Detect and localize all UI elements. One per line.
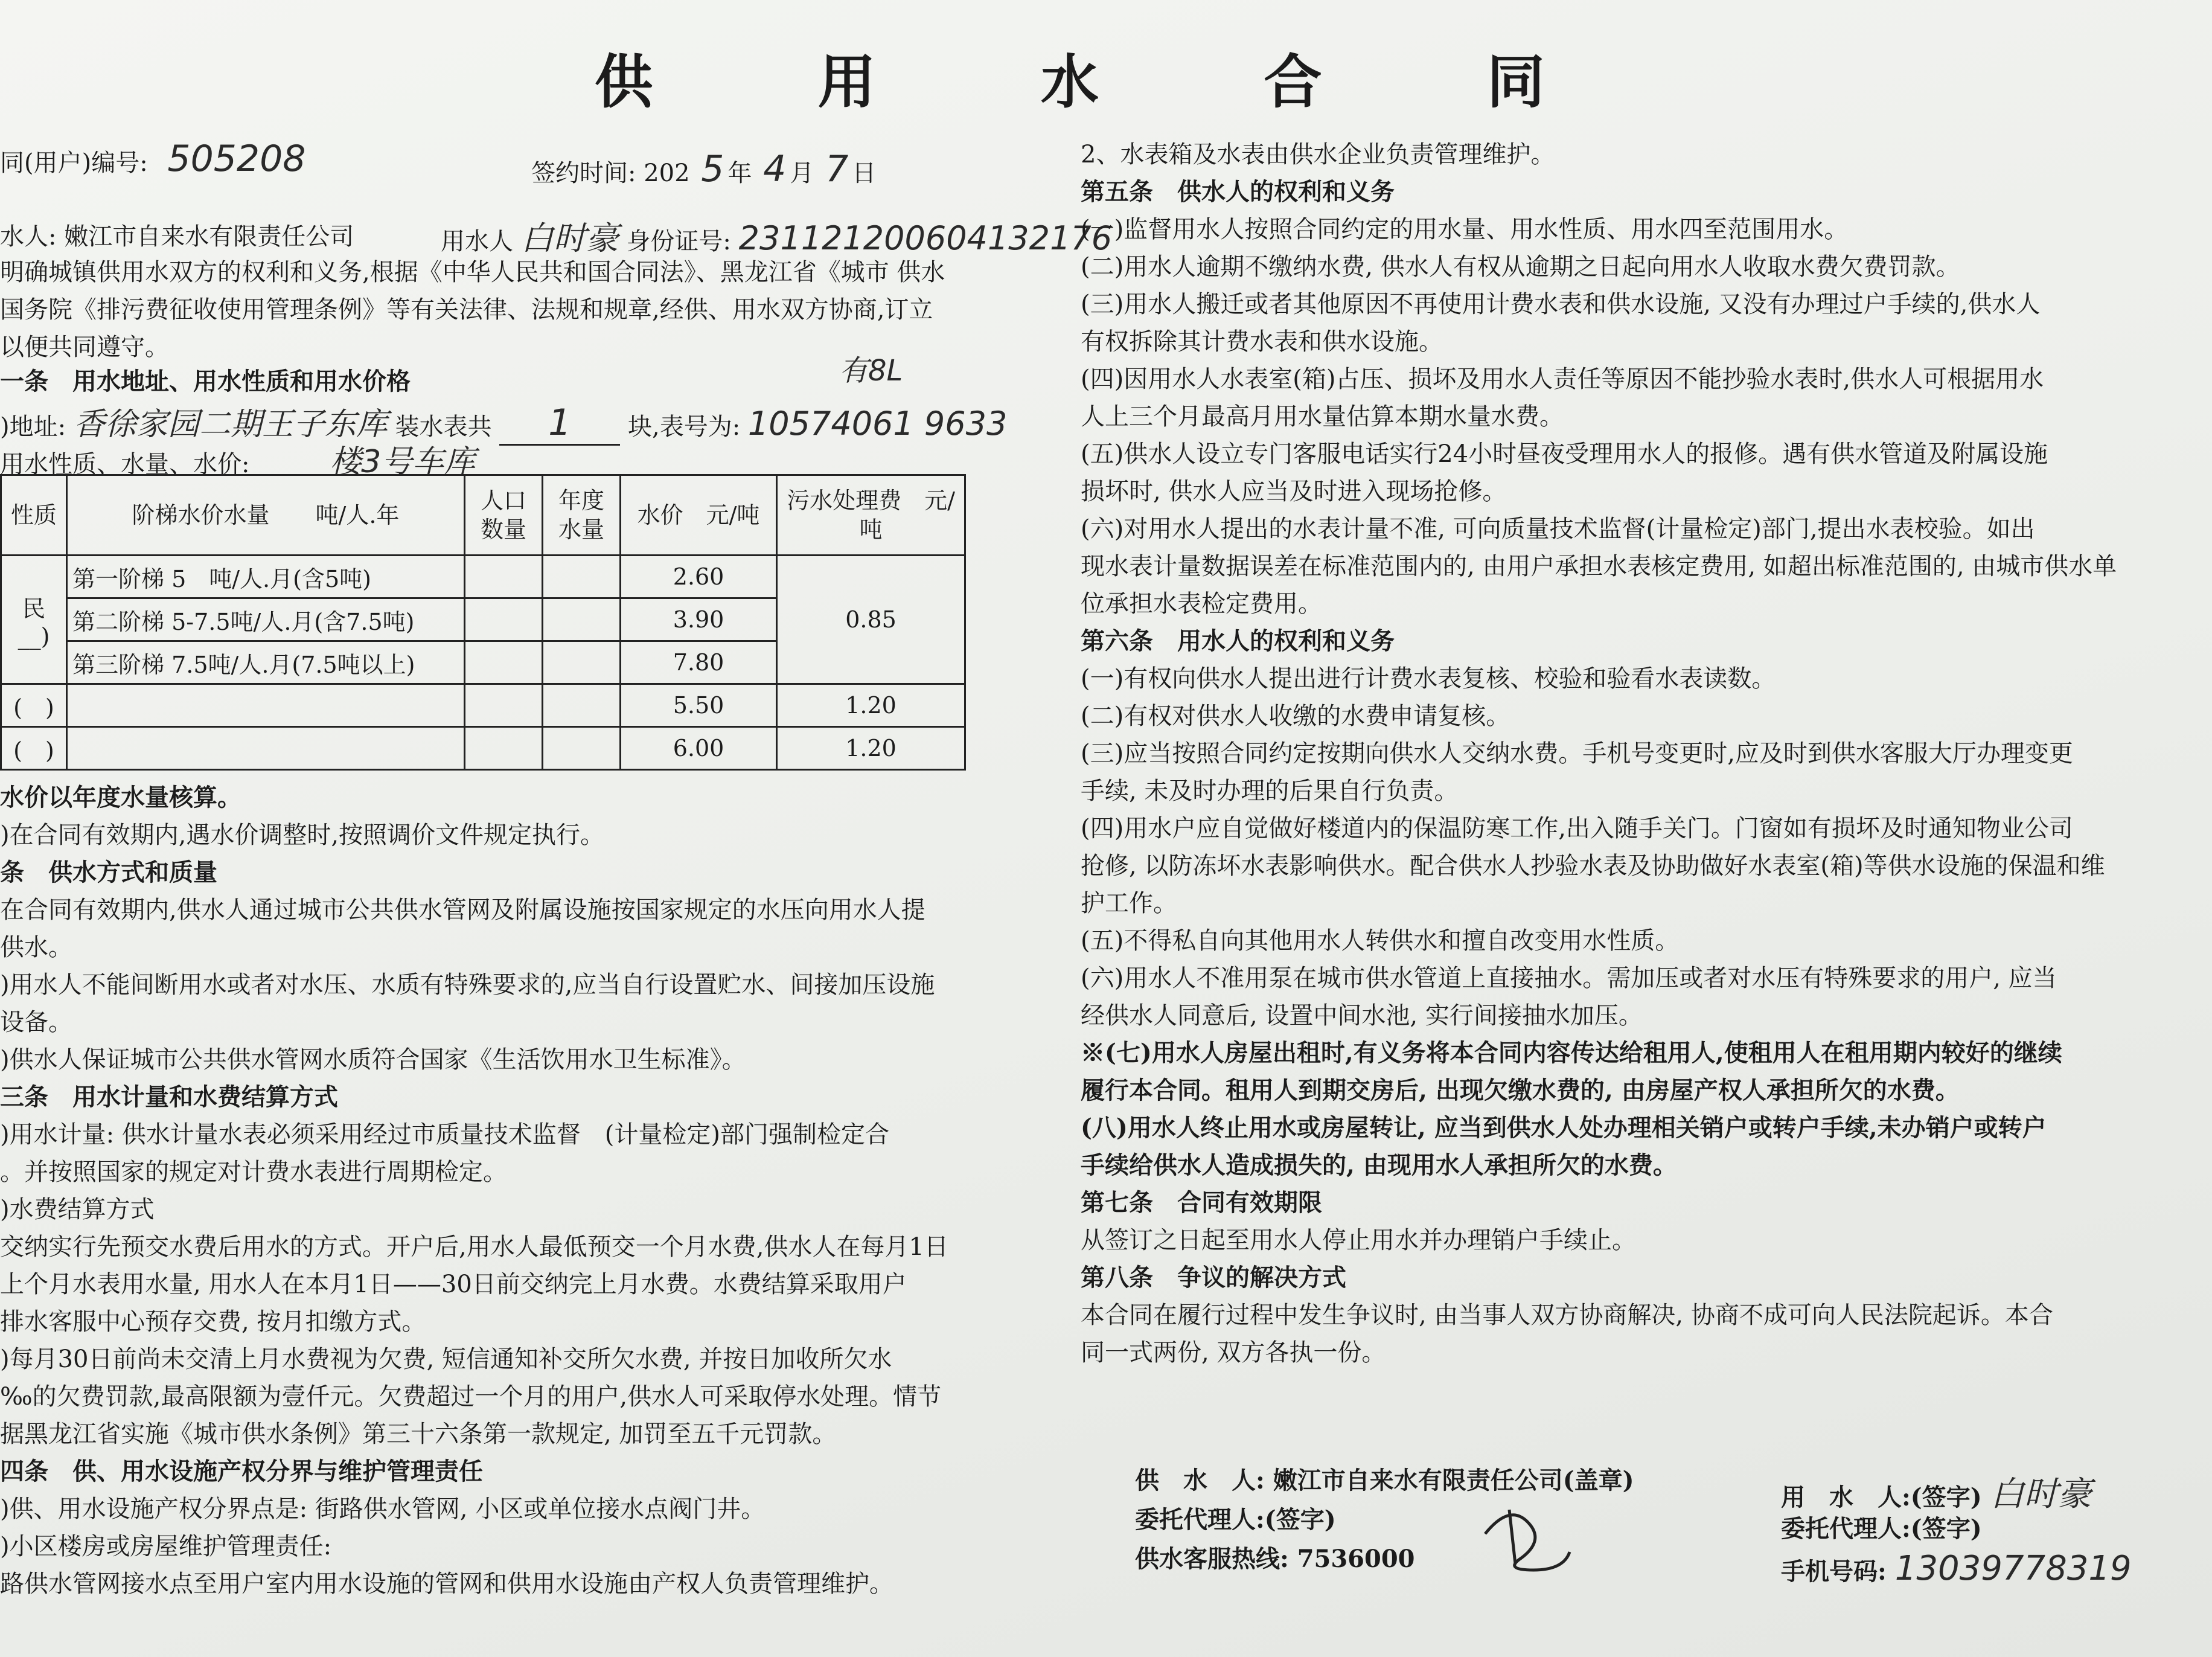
body-line: 设备。 — [0, 1008, 72, 1036]
body-line: 供水。 — [0, 934, 72, 961]
contract-no-label: 同(用户)编号: — [0, 149, 148, 177]
intro-line: 明确城镇供用水双方的权利和义务,根据《中华人民共和国合同法》、黑龙江省《城市 供水 — [0, 258, 945, 286]
intro-line: 以便共同遵守。 — [0, 333, 169, 361]
nature-cell: ( ) — [1, 684, 67, 727]
article8-heading: 第八条 争议的解决方式 — [1081, 1263, 1346, 1292]
address-label: )地址: — [0, 413, 66, 441]
tier-cell — [67, 684, 465, 727]
price-cell: 3.90 — [621, 598, 777, 641]
body-line: 护工作。 — [1081, 889, 1177, 917]
tier-cell: 第三阶梯 7.5吨/人.月(7.5吨以上) — [67, 641, 465, 684]
table-header-row — [1, 475, 965, 556]
body-line: 有权拆除其计费水表和供水设施。 — [1081, 328, 1443, 356]
population-cell — [465, 727, 543, 770]
body-line: 现水表计量数据误差在标准范围内的, 由用户承担水表核定费用, 如超出标准范围的, 由城市供水单 — [1081, 553, 2117, 580]
id-label: 身份证号: — [626, 228, 731, 255]
body-line: (六)对用水人提出的水表计量不准, 可向质量技术监督(计量检定)部门,提出水表校验。如出 — [1081, 515, 2035, 543]
body-line: 人上三个月最高月用水量估算本期水量水费。 — [1081, 403, 1564, 431]
header-tier: 阶梯水价水量 吨/人.年 — [67, 475, 465, 556]
intro-line: 国务院《排污费征收使用管理条例》等有关法律、法规和规章,经供、用水双方协商,订立 — [0, 296, 933, 324]
body-line: 手续, 未及时办理的后果自行负责。 — [1081, 777, 1459, 805]
tier-cell: 第二阶梯 5-7.5吨/人.月(含7.5吨) — [67, 598, 465, 641]
body-line: 本合同在履行过程中发生争议时, 由当事人双方协商解决, 协商不成可向人民法院起诉。本合 — [1081, 1301, 2053, 1329]
population-cell — [465, 556, 543, 598]
sewage-cell: 1.20 — [777, 684, 965, 727]
annual-cell — [543, 598, 621, 641]
annual-cell — [543, 641, 621, 684]
annual-cell — [543, 556, 621, 598]
phone-number: 13039778319 — [1894, 1549, 2132, 1588]
user-label: 用水人 — [441, 228, 513, 255]
supplier-line: 水人: 嫩江市自来水有限责任公司 — [0, 223, 354, 251]
phone-line — [1781, 1549, 2132, 1588]
sign-day: 7 — [825, 148, 849, 190]
body-line: (四)因用水人水表室(箱)占压、损坏及用水人责任等原因不能抄验水表时,供水人可根据用水 — [1081, 365, 2044, 393]
annual-cell — [543, 727, 621, 770]
year-char: 年 — [727, 159, 752, 187]
body-line: 损坏时, 供水人应当及时进入现场抢修。 — [1081, 478, 1507, 505]
meter-number: 10574061 9633 — [747, 405, 1008, 443]
body-line: (一)有权向供水人提出进行计费水表复核、校验和验看水表读数。 — [1081, 665, 1776, 693]
sign-time-row — [531, 148, 876, 190]
sign-month: 4 — [763, 148, 787, 190]
body-line: )在合同有效期内,遇水价调整时,按照调价文件规定执行。 — [0, 821, 605, 849]
body-line: (一)监督用水人按照合同约定的用水量、用水性质、用水四至范围用水。 — [1081, 216, 1849, 243]
body-line: 。并按照国家的规定对计费水表进行周期检定。 — [0, 1158, 507, 1186]
body-line: 履行本合同。租用人到期交房后, 出现欠缴水费的, 由房屋产权人承担所欠的水费。 — [1081, 1076, 1960, 1104]
meters-count: 1 — [499, 402, 620, 446]
body-line: 手续给供水人造成损失的, 由现用水人承担所欠的水费。 — [1081, 1151, 1677, 1179]
price-cell: 6.00 — [621, 727, 777, 770]
user-agent-line: 委托代理人:(签字) — [1781, 1514, 1982, 1543]
agent-signature-scribble — [1473, 1498, 1582, 1582]
user-signature-label: 用 水 人:(签字) — [1781, 1483, 1982, 1511]
right-body — [1081, 136, 2204, 1371]
body-line: 同一式两份, 双方各执一份。 — [1081, 1339, 1386, 1367]
article1-heading: 一条 用水地址、用水性质和用水价格 — [0, 367, 411, 396]
hotline-line: 供水客服热线: 7536000 — [1135, 1545, 1415, 1573]
body-line: 经供水人同意后, 设置中间水池, 实行间接抽水加压。 — [1081, 1002, 1643, 1030]
body-line: )用水计量: 供水计量水表必须采用经过市质量技术监督 (计量检定)部门强制检定合 — [0, 1121, 890, 1149]
body-line: (二)用水人逾期不缴纳水费, 供水人有权从逾期之日起向用水人收取水费欠费罚款。 — [1081, 253, 1960, 281]
price-table — [0, 474, 966, 771]
body-line: 水价以年度水量核算。 — [0, 783, 241, 812]
category-label: 民 — [22, 595, 45, 622]
sewage-cell: 0.85 — [777, 556, 965, 684]
sign-time-label: 签约时间: 202 — [531, 159, 690, 187]
month-char: 月 — [790, 159, 814, 187]
body-line: )用水人不能间断用水或者对水压、水质有特殊要求的,应当自行设置贮水、间接加压设施 — [0, 971, 935, 999]
population-cell — [465, 598, 543, 641]
header-price: 水价 元/吨 — [621, 475, 777, 556]
body-line: 从签订之日起至用水人停止用水并办理销户手续止。 — [1081, 1226, 1636, 1254]
body-line: (五)供水人设立专门客服电话实行24小时昼夜受理用水人的报修。遇有供水管道及附属设施 — [1081, 440, 2048, 468]
body-line: 排水客服中心预存交费, 按月扣缴方式。 — [0, 1308, 426, 1336]
header-sewage: 污水处理费 元/吨 — [777, 475, 965, 556]
body-line: 在合同有效期内,供水人通过城市公共供水管网及附属设施按国家规定的水压向用水人提 — [0, 896, 925, 924]
body-line: 路供水管网接水点至用户室内用水设施的管网和供用水设施由产权人负责管理维护。 — [0, 1570, 893, 1598]
page-title: 供 用 水 合 同 — [595, 48, 1617, 116]
body-line: 据黑龙江省实施《城市供水条例》第三十六条第一款规定, 加罚至五千元罚款。 — [0, 1420, 837, 1448]
day-char: 日 — [852, 159, 877, 187]
user-row — [441, 213, 1112, 259]
body-line: (五)不得私自向其他用水人转供水和擅自改变用水性质。 — [1081, 927, 1680, 955]
sign-year: 5 — [701, 148, 724, 190]
contract-no-value: 505208 — [167, 138, 306, 180]
table-row — [1, 684, 965, 727]
population-cell — [465, 684, 543, 727]
article6-heading: 第六条 用水人的权利和义务 — [1081, 627, 1395, 655]
body-line: )小区楼房或房屋维护管理责任: — [0, 1533, 332, 1560]
meters-label: 装水表共 — [395, 413, 492, 441]
user-name: 白时豪 — [520, 219, 619, 257]
article2-heading: 条 供水方式和质量 — [0, 858, 217, 886]
table-row — [1, 727, 965, 770]
supplier-agent-line: 委托代理人:(签字) — [1135, 1505, 1336, 1534]
body-line: )供、用水设施产权分界点是: 街路供水管网, 小区或单位接水点阀门井。 — [0, 1495, 766, 1523]
price-cell: 7.80 — [621, 641, 777, 684]
body-line: ‰的欠费罚款,最高限额为壹仟元。欠费超过一个月的用户,供水人可采取停水处理。情节 — [0, 1383, 942, 1411]
annual-cell — [543, 684, 621, 727]
contract-no-row — [0, 138, 305, 180]
left-body — [0, 779, 978, 1603]
id-number: 231121200604132176 — [738, 219, 1113, 257]
article5-heading: 第五条 供水人的权利和义务 — [1081, 178, 1395, 206]
intro-lines — [0, 254, 945, 366]
body-line: (四)用水户应自觉做好楼道内的保温防寒工作,出入随手关门。门窗如有损坏及时通知物业公司 — [1081, 815, 2073, 842]
header-population: 人口数量 — [465, 475, 543, 556]
user-signature: 白时豪 — [1990, 1475, 2092, 1514]
body-line: (三)应当按照合同约定按期向供水人交纳水费。手机号变更时,应及时到供水客服大厅办理变更 — [1081, 740, 2073, 768]
article3-heading: 三条 用水计量和水费结算方式 — [0, 1083, 338, 1111]
body-line: 2、水表箱及水表由供水企业负责管理维护。 — [1081, 141, 1555, 168]
article4-heading: 四条 供、用水设施产权分界与维护管理责任 — [0, 1457, 483, 1486]
body-line: 抢修, 以防冻坏水表影响供水。配合供水人抄验水表及协助做好水表室(箱)等供水设施的保温和维 — [1081, 852, 2105, 880]
phone-label: 手机号码: — [1781, 1557, 1887, 1586]
body-line: )供水人保证城市公共供水管网水质符合国家《生活饮用水卫生标准》。 — [0, 1046, 746, 1074]
header-nature: 性质 — [1, 475, 67, 556]
table-row — [1, 556, 965, 598]
address-handwritten: 香徐家园二期王子东库 — [73, 406, 388, 443]
category-label-2: __) — [18, 623, 50, 650]
sewage-cell: 1.20 — [777, 727, 965, 770]
body-line: (六)用水人不准用泵在城市供水管道上直接抽水。需加压或者对水压有特殊要求的用户, 应当 — [1081, 964, 2057, 992]
address-handwritten-2: 楼3号车库 — [330, 444, 476, 480]
header-annual: 年度水量 — [543, 475, 621, 556]
body-line: )水费结算方式 — [0, 1196, 155, 1223]
body-line: (三)用水人搬迁或者其他原因不再使用计费水表和供水设施, 又没有办理过户手续的,供水人 — [1081, 290, 2041, 318]
body-line: 上个月水表用水量, 用水人在本月1日——30日前交纳完上月水费。水费结算采取用户 — [0, 1271, 907, 1298]
nature-cell: ( ) — [1, 727, 67, 770]
population-cell — [465, 641, 543, 684]
tier-cell — [67, 727, 465, 770]
price-cell: 5.50 — [621, 684, 777, 727]
category-resident — [1, 556, 67, 684]
body-line: )每月30日前尚未交清上月水费视为欠费, 短信通知补交所欠水费, 并按日加收所欠水 — [0, 1345, 892, 1373]
meter-note: 有8L — [839, 354, 903, 388]
tier-cell: 第一阶梯 5 吨/人.月(含5吨) — [67, 556, 465, 598]
body-line: (八)用水人终止用水或房屋转让, 应当到供水人处办理相关销户或转户手续,未办销户或转户 — [1081, 1114, 2047, 1142]
body-line: ※(七)用水人房屋出租时,有义务将本合同内容传达给租用人,使租用人在租用期内较好的继续 — [1081, 1039, 2062, 1067]
article7-heading: 第七条 合同有效期限 — [1081, 1188, 1322, 1217]
body-line: 交纳实行先预交水费后用水的方式。开户后,用水人最低预交一个月水费,供水人在每月1日 — [0, 1233, 948, 1261]
body-line: (二)有权对供水人收缴的水费申请复核。 — [1081, 702, 1510, 730]
body-line: 位承担水表检定费用。 — [1081, 590, 1322, 618]
user-signature-line — [1781, 1467, 2092, 1516]
price-cell: 2.60 — [621, 556, 777, 598]
supplier-signature-line: 供 水 人: 嫩江市自来水有限责任公司(盖章) — [1135, 1466, 1634, 1495]
nature-label: 用水性质、水量、水价: — [0, 450, 250, 478]
meters-unit: 块,表号为: — [627, 413, 741, 441]
